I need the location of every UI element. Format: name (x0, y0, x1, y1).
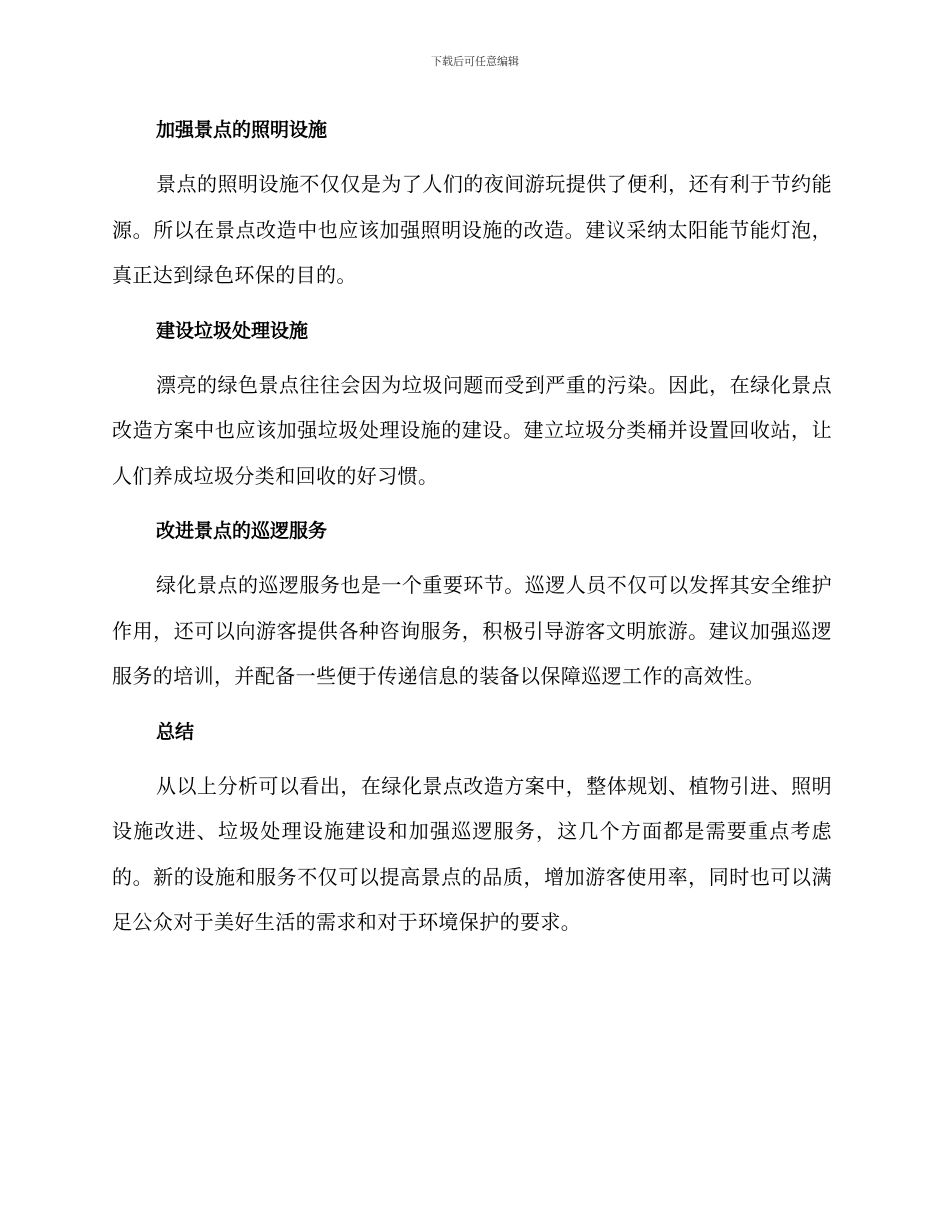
section-paragraph-lighting: 景点的照明设施不仅仅是为了人们的夜间游玩提供了便利，还有利于节约能源。所以在景点改造中也应该加强照明设施的改造。建议采纳太阳能节能灯泡，真正达到绿色环保的目的。 (112, 172, 832, 287)
section-paragraph-summary: 从以上分析可以看出，在绿化景点改造方案中，整体规划、植物引进、照明设施改进、垃圾处理设施建设和加强巡逻服务，这几个方面都是需要重点考虑的。新的设施和服务不仅可以提高景点的品质，增加游客使用率，同时也可以满足公众对于美好生活的需求和对于环境保护的要求。 (112, 773, 832, 934)
section-title-summary: 总结 (156, 720, 195, 743)
page-header-note: 下载后可任意编辑 (431, 55, 519, 68)
section-title-lighting: 加强景点的照明设施 (156, 119, 328, 141)
document-body (112, 112, 832, 946)
section-title-garbage: 建设垃圾处理设施 (156, 319, 309, 342)
section-paragraph-patrol: 绿化景点的巡逻服务也是一个重要环节。巡逻人员不仅可以发挥其安全维护作用，还可以向游客提供各种咨询服务，积极引导游客文明旅游。建议加强巡逻服务的培训，并配备一些便于传递信息的装备以保障巡逻工作的高效性。 (112, 573, 832, 688)
section-paragraph-garbage: 漂亮的绿色景点往往会因为垃圾问题而受到严重的污染。因此，在绿化景点改造方案中也应该加强垃圾处理设施的建设。建立垃圾分类桶并设置回收站，让人们养成垃圾分类和回收的好习惯。 (112, 372, 832, 488)
section-title-patrol: 改进景点的巡逻服务 (156, 520, 328, 542)
